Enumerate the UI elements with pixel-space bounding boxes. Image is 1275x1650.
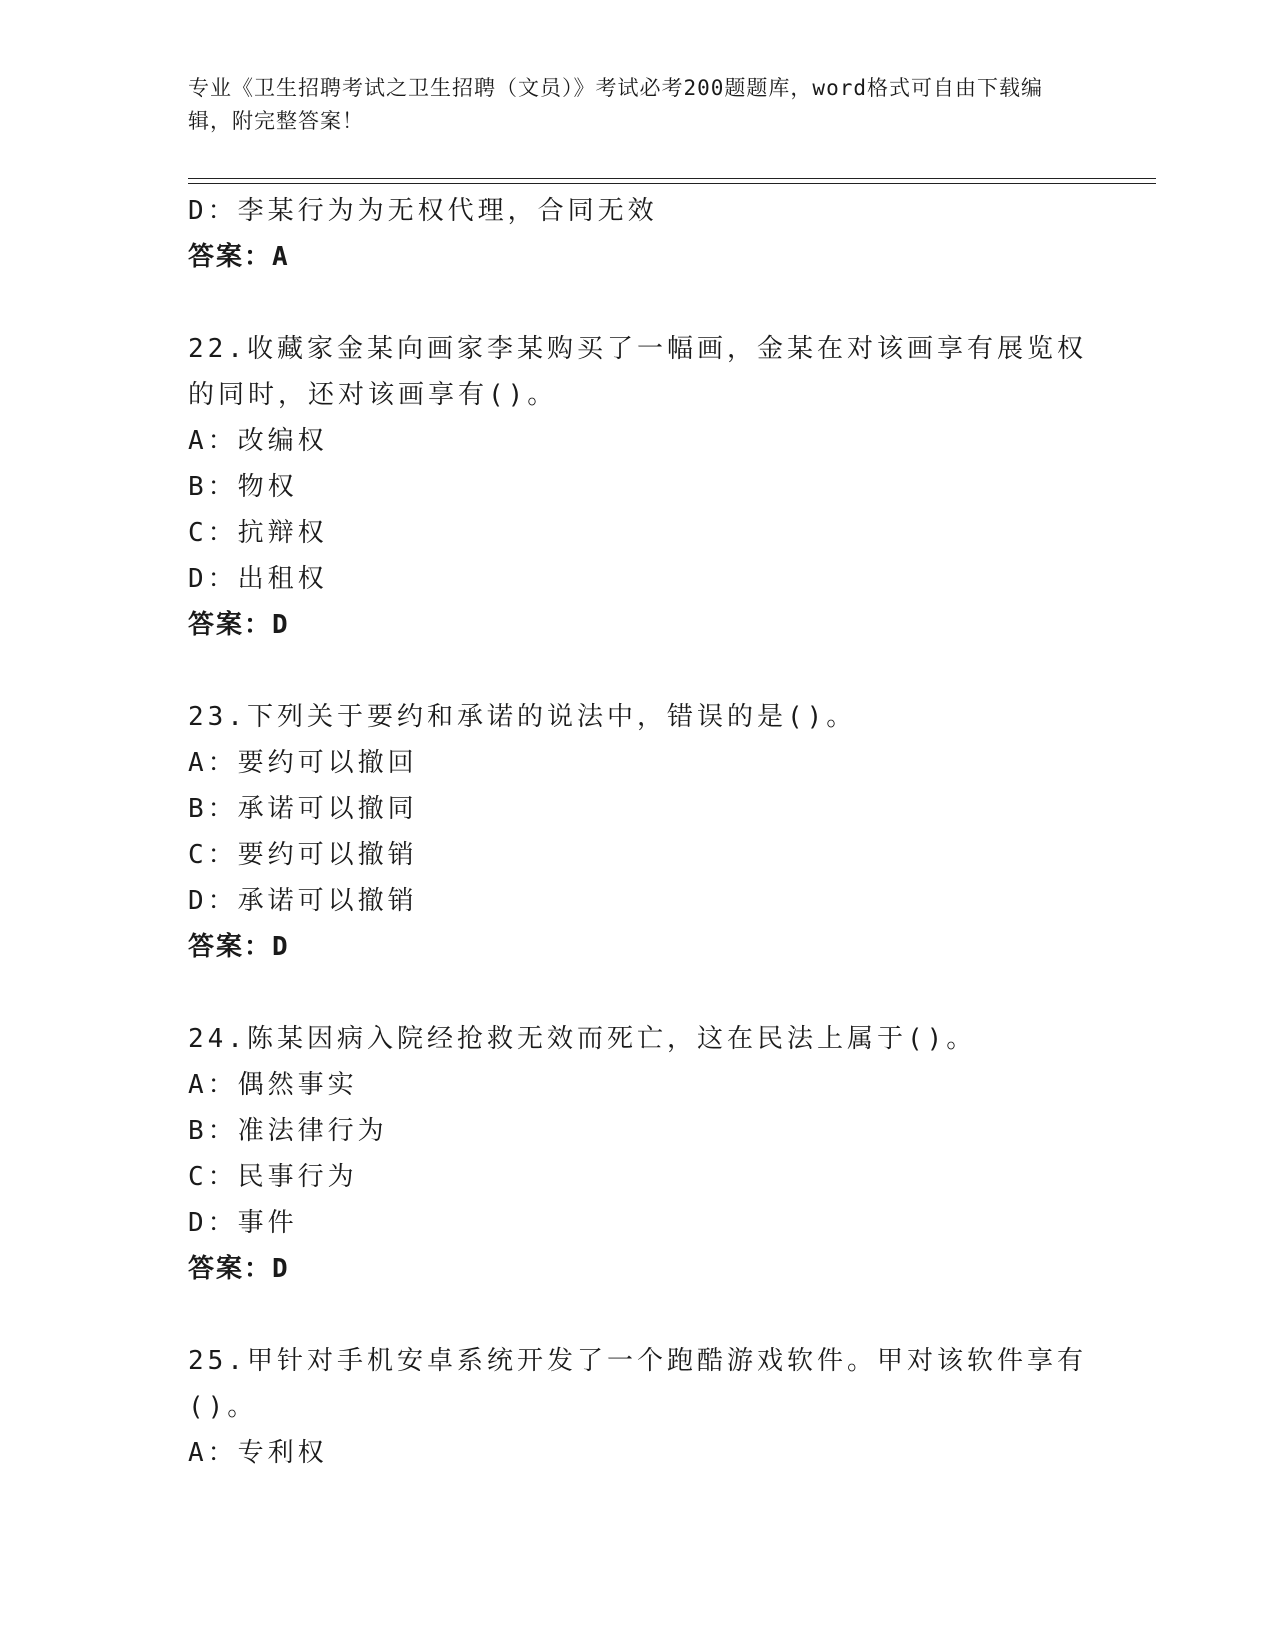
option-c: C：要约可以撤销 [188,840,418,870]
option-d: D：李某行为为无权代理，合同无效 [188,196,658,226]
option-c: C：抗辩权 [188,518,328,548]
answer-line: 答案：D [188,932,290,962]
question-23 [188,694,1088,970]
question-stem: 23.下列关于要约和承诺的说法中，错误的是()。 [188,702,857,732]
option-b: B：承诺可以撤同 [188,794,418,824]
option-d: D：承诺可以撤销 [188,886,418,916]
option-d: D：出租权 [188,564,328,594]
option-a: A：改编权 [188,426,328,456]
question-22 [188,326,1088,648]
question-list [188,188,1088,1476]
option-a: A：偶然事实 [188,1070,358,1100]
spacer [188,1292,1088,1338]
header-divider [188,178,1156,179]
page-header: 专业《卫生招聘考试之卫生招聘（文员）》考试必考200题题库，word格式可自由下载编辑，附完整答案！ [188,76,1043,133]
answer-line: 答案：A [188,242,290,272]
answer-line: 答案：D [188,610,290,640]
question-25 [188,1338,1088,1476]
answer-line: 答案：D [188,1254,290,1284]
option-d: D：事件 [188,1208,298,1238]
header-divider-secondary [188,183,1156,184]
option-a: A：专利权 [188,1438,328,1468]
spacer [188,280,1088,326]
question-stem: 24.陈某因病入院经抢救无效而死亡，这在民法上属于()。 [188,1024,977,1054]
option-a: A：要约可以撤回 [188,748,418,778]
question-stem: 22.收藏家金某向画家李某购买了一幅画，金某在对该画享有展览权的同时，还对该画享有()。 [188,334,1087,410]
question-24 [188,1016,1088,1292]
option-c: C：民事行为 [188,1162,358,1192]
spacer [188,970,1088,1016]
option-b: B：物权 [188,472,298,502]
spacer [188,648,1088,694]
option-b: B：准法律行为 [188,1116,388,1146]
question-stem: 25.甲针对手机安卓系统开发了一个跑酷游戏软件。甲对该软件享有()。 [188,1346,1087,1422]
